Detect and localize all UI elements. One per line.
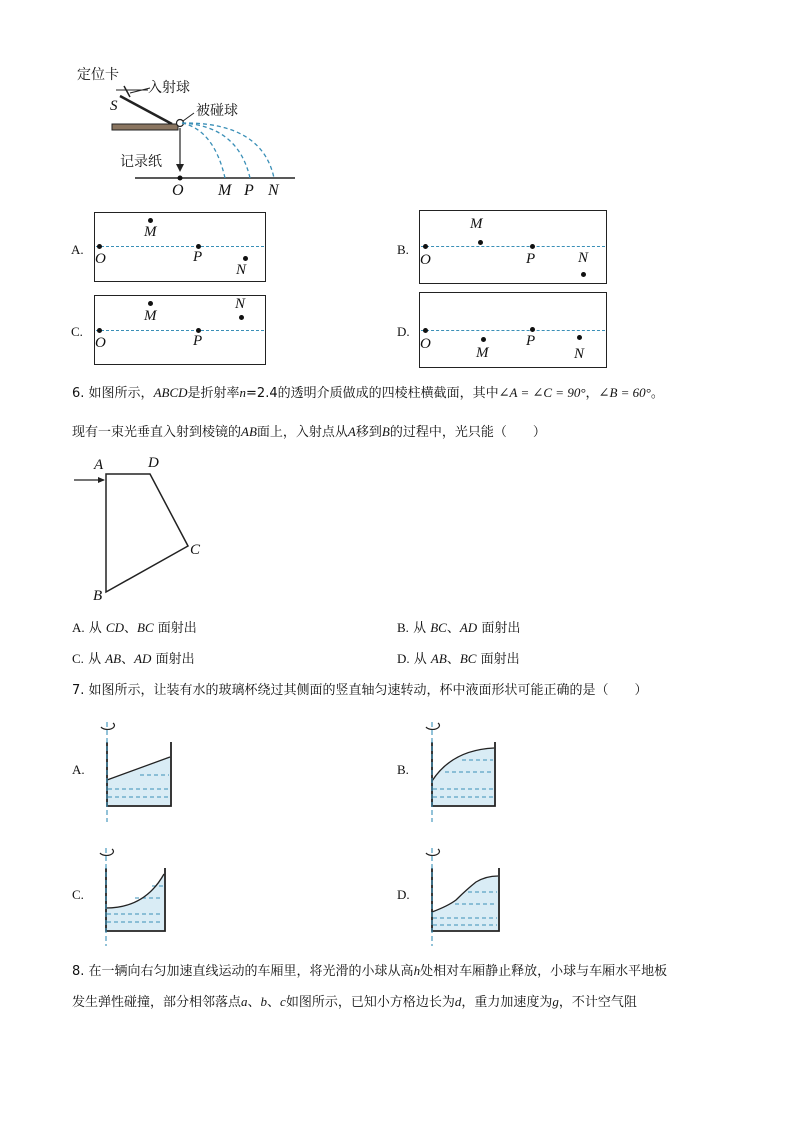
option-text: 面射出 [476,652,520,667]
cup-D [426,848,499,946]
option-text: 面射出 [153,621,197,636]
water-fill [107,757,170,805]
angle-condition-ac: ∠A = ∠C = 90° [498,385,586,400]
record-paper-label: 记录纸 [120,154,162,170]
angle-condition-b: ∠B = 60° [598,385,651,400]
option-letter: C. [72,651,84,666]
gravity-symbol: g [552,994,559,1009]
face-2: AD [134,651,152,666]
stem-text: 处相对车厢静止释放，小球与车厢水平地板 [420,964,668,979]
option-letter: B. [397,242,409,257]
option-letter: C. [71,324,83,339]
separator: 、 [121,652,135,667]
face-1: AB [430,651,447,666]
q8-stem-line1 [72,964,667,978]
grid-length-symbol: d [454,994,462,1009]
point-a: a [241,994,248,1009]
label-O: O [420,336,431,352]
label-P: P [244,182,254,199]
stem-text: 是折射率 [187,386,240,401]
point-b: b [260,994,268,1009]
q7-option-A[interactable]: A. [72,762,85,777]
point-B: B [381,424,390,439]
cup-B [426,722,495,822]
option-text: 从 [413,652,431,667]
q7-option-D[interactable]: D. [397,887,410,902]
vertex-D: D [148,455,159,471]
face-2: AD [459,620,478,635]
q7-option-B[interactable]: B. [397,762,409,777]
rotation-arrow-icon [426,849,439,855]
stem-text: 如图所示， [88,386,154,401]
label-S: S [110,98,118,114]
period: 。 [650,386,664,401]
face-1: CD [105,620,124,635]
label-P: P [193,333,203,349]
label-N: N [268,182,279,199]
option-letter: D. [397,324,410,339]
vertex-B: B [93,588,103,604]
incident-ball-label: 入射球 [148,80,190,96]
stem-text: 如图所示，让装有水的玻璃杯绕过其侧面的竖直轴匀速转动，杯中液面形状可能正确的是（ ） [88,683,648,698]
separator: 、 [446,621,460,636]
option-text: 面射出 [151,652,195,667]
label-P: P [526,333,536,349]
option-letter: D. [397,651,410,666]
label-N: N [574,346,585,362]
face-1: AB [105,651,122,666]
separator: ， [585,386,599,401]
shape-name: ABCD [153,385,188,400]
label-O: O [420,252,431,268]
label-N: N [235,296,246,312]
cup-C [100,848,165,946]
stem-text: ，重力加速度为 [461,995,553,1010]
option-text: 从 [88,652,106,667]
point-c: c [280,994,286,1009]
locator-label: 定位卡 [77,67,119,83]
separator: 、 [446,652,460,667]
separator: 、 [123,621,137,636]
stem-text: 的透明介质做成的四棱柱横截面，其中 [277,386,499,401]
water-fill [432,876,498,930]
target-ball-label: 被碰球 [196,103,238,119]
question-number: 7. [72,683,85,698]
option-letter: B. [397,620,409,635]
separator: 、 [267,995,281,1010]
cup-A [101,722,171,822]
stem-text: 在一辆向右匀加速直线运动的车厢里，将光滑的小球从高 [88,964,414,979]
label-M: M [470,216,483,232]
rotation-arrow-icon [100,849,113,855]
answer-blank[interactable]: 的过程中，光只能（ ） [389,425,546,440]
label-N: N [236,262,247,278]
face-2: BC [459,651,477,666]
option-text: 从 [413,621,431,636]
point-A: A [347,424,356,439]
vertex-C: C [190,542,201,558]
stem-text: 面上，入射点从 [256,425,348,440]
label-O: O [95,335,106,351]
vertex-A: A [94,457,104,473]
stem-text: 移到 [355,425,382,440]
water-fill [432,748,494,805]
stem-text: 发生弹性碰撞，部分相邻落点 [72,995,242,1010]
height-symbol: h [413,963,421,978]
question-number: 6. [72,386,85,401]
separator: 、 [247,995,261,1010]
label-O: O [95,251,106,267]
option-letter: A. [71,242,84,257]
label-M: M [218,182,232,199]
label-P: P [526,251,536,267]
label-M: M [144,224,157,240]
stem-text: 如图所示，已知小方格边长为 [285,995,455,1010]
face-AB: AB [241,424,257,439]
face-2: BC [137,620,154,635]
label-N: N [578,250,589,266]
question-number: 8. [72,964,85,979]
rotation-arrow-icon [426,723,439,729]
label-P: P [193,249,203,265]
option-text: 从 [88,621,106,636]
q7-option-C[interactable]: C. [72,887,84,902]
stem-text: 现有一束光垂直入射到棱镜的 [72,425,242,440]
label-M: M [476,345,489,361]
refractive-index-symbol: n [239,385,247,400]
face-1: BC [430,620,447,635]
label-O: O [172,182,184,199]
q8-stem-line2 [72,995,637,1009]
refractive-index-value: =2.4 [246,386,278,401]
option-text: 面射出 [477,621,521,636]
option-letter: A. [72,620,85,635]
label-M: M [144,308,157,324]
stem-text: ，不计空气阻 [558,995,637,1010]
rotation-arrow-icon [101,723,114,729]
